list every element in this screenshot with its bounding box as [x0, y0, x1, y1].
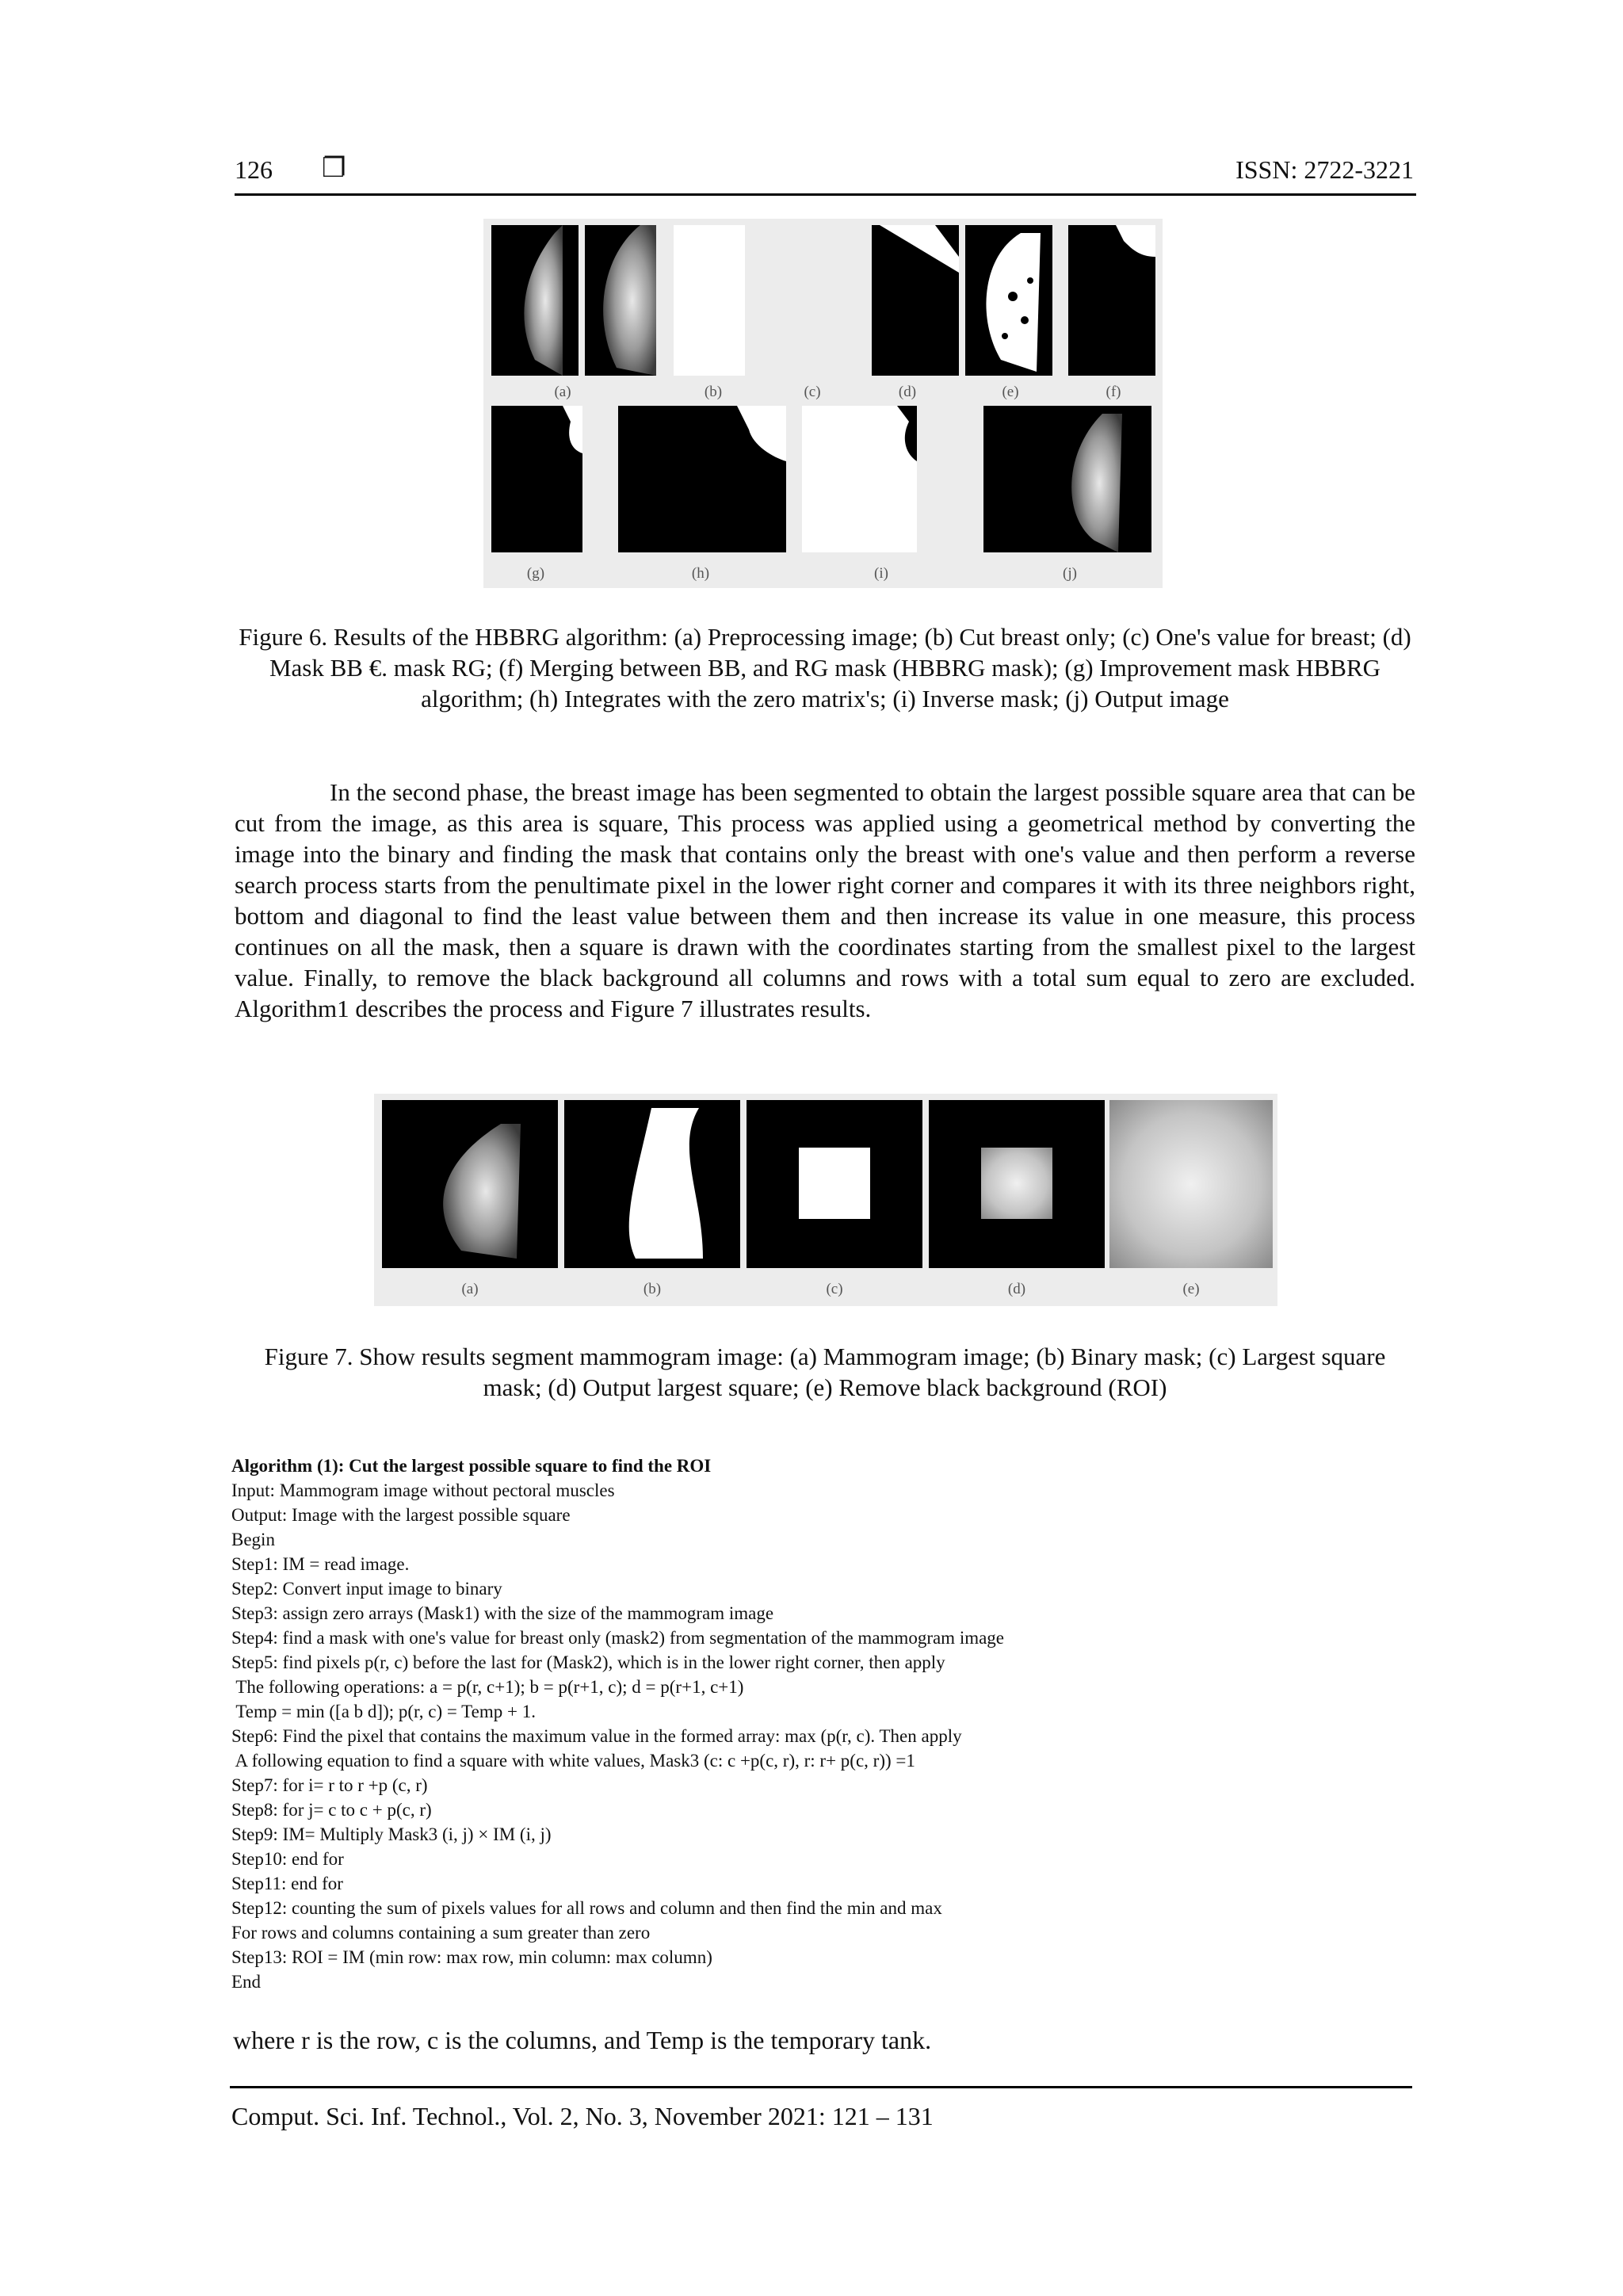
header-issn: ISSN: 2722-3221 [1235, 155, 1414, 184]
fig7-tile-d [929, 1100, 1105, 1268]
algorithm-line: Step10: end for [231, 1849, 344, 1869]
algorithm-line: The following operations: a = p(r, c+1); b = p(r+1, c); d = p(r+1, c+1) [231, 1677, 744, 1697]
algorithm-line: Begin [231, 1530, 275, 1549]
algorithm-line: For rows and columns containing a sum greater than zero [231, 1923, 651, 1943]
algorithm-line: Step8: for j= c to c + p(c, r) [231, 1800, 432, 1820]
fig6-label-h: (h) [691, 565, 710, 582]
fig6-tile-b [585, 225, 656, 376]
fig6-tile-d [872, 225, 959, 376]
fig7-tile-e [1109, 1100, 1273, 1268]
algorithm-line: Step11: end for [231, 1874, 343, 1893]
algorithm-line: Output: Image with the largest possible square [231, 1505, 571, 1525]
fig6-label-e: (e) [1002, 384, 1019, 400]
body-paragraph: In the second phase, the breast image has been segmented to obtain the largest possible square area that can be cut from the image, as this area is square, This process was applied using a geometrical method by converting the image into the binary and finding the mask that contains only the breast with one's value and then perform a reverse search process starts from the penultimate pixel in the lower right corner and compares it with its three neighbors right, bottom and diagonal to find the least value between them and then increase its value in one measure, this process continues on all the mask, then a square is drawn with the coordinates starting from the smallest pixel to the largest value. Finally, to remove the black background all columns and rows with a total sum equal to zero are excluded. Algorithm1 describes the process and Figure 7 illustrates results. [235, 778, 1415, 1022]
footer-rule [230, 2086, 1412, 2088]
algorithm-line: End [231, 1972, 262, 1992]
fig6-tile-c [674, 225, 745, 376]
figure-7-caption: Figure 7. Show results segment mammogram image: (a) Mammogram image; (b) Binary mask; (c) Largest square mask; (d) Output largest square; (e) Remove black background (ROI) [264, 1343, 1386, 1401]
algorithm-line: Input: Mammogram image without pectoral muscles [231, 1480, 615, 1500]
algorithm-line: Step5: find pixels p(r, c) before the last for (Mask2), which is in the lower right corner, then apply [231, 1652, 945, 1672]
fig6-tile-h [618, 406, 786, 552]
algorithm-line: Step4: find a mask with one's value for breast only (mask2) from segmentation of the mammogram image [231, 1628, 1005, 1648]
closing-sentence: where r is the row, c is the columns, and Temp is the temporary tank. [233, 2026, 932, 2054]
algorithm-line: Step1: IM = read image. [231, 1554, 410, 1574]
algorithm-line: Step6: Find the pixel that contains the maximum value in the formed array: max (p(r, c). Then apply [231, 1726, 962, 1746]
fig7-label-b: (b) [643, 1281, 662, 1297]
figure-6-caption: Figure 6. Results of the HBBRG algorithm: (a) Preprocessing image; (b) Cut breast only; (c) One's value for breast; (d) Mask BB €. mask RG; (f) Merging between BB, and RG mask (HBBRG mask); (g) Improvement mask HBBRG algorithm; (h) Integrates with the zero matrix's; (i) Inverse mask; (j) Output image [239, 623, 1411, 712]
fig7-label-a: (a) [461, 1281, 479, 1297]
algorithm-line: Step9: IM= Multiply Mask3 (i, j) × IM (i, j) [231, 1824, 552, 1844]
fig6-label-g: (g) [526, 565, 545, 582]
fig6-label-i: (i) [874, 565, 888, 582]
algorithm-line: Temp = min ([a b d]); p(r, c) = Temp + 1. [231, 1702, 536, 1721]
fig6-tile-a [491, 225, 579, 376]
fig6-label-a: (a) [554, 384, 571, 400]
fig7-tile-b [564, 1100, 740, 1268]
fig7-tile-c [747, 1100, 922, 1268]
fig6-tile-i [802, 406, 917, 552]
algorithm-line: Step7: for i= r to r +p (c, r) [231, 1775, 428, 1795]
algorithm-block [231, 1454, 1412, 1994]
fig7-tile-a [382, 1100, 558, 1268]
fig7-label-e: (e) [1182, 1281, 1200, 1297]
algorithm-line: Step13: ROI = IM (min row: max row, min column: max column) [231, 1947, 712, 1967]
algorithm-line: Step2: Convert input image to binary [231, 1579, 502, 1599]
algorithm-title: Algorithm (1): Cut the largest possible square to find the ROI [231, 1456, 712, 1476]
header-rule [235, 193, 1416, 196]
figure-6 [483, 219, 1163, 588]
fig6-tile-f [1068, 225, 1155, 376]
algorithm-line: A following equation to find a square with white values, Mask3 (c: c +p(c, r), r: r+ p(c, r)) =1 [231, 1751, 915, 1771]
algorithm-line: Step3: assign zero arrays (Mask1) with the size of the mammogram image [231, 1603, 774, 1623]
fig6-label-j: (j) [1063, 565, 1077, 582]
fig7-label-d: (d) [1007, 1281, 1026, 1297]
fig6-label-f: (f) [1106, 384, 1121, 400]
algorithm-line: Step12: counting the sum of pixels values for all rows and column and then find the min and max [231, 1898, 942, 1918]
fig6-label-b: (b) [704, 384, 723, 400]
page-number: 126 [235, 155, 273, 184]
fig7-label-c: (c) [826, 1281, 843, 1297]
fig6-label-c: (c) [804, 384, 821, 400]
fig6-tile-g [491, 406, 582, 552]
figure-7 [374, 1094, 1277, 1306]
footer-citation: Comput. Sci. Inf. Technol., Vol. 2, No. 3, November 2021: 121 – 131 [231, 2102, 934, 2130]
fig6-tile-e [965, 225, 1052, 376]
fig6-tile-j [983, 406, 1151, 552]
header-box-icon: ❐ [322, 152, 346, 184]
fig6-label-d: (d) [898, 384, 917, 400]
